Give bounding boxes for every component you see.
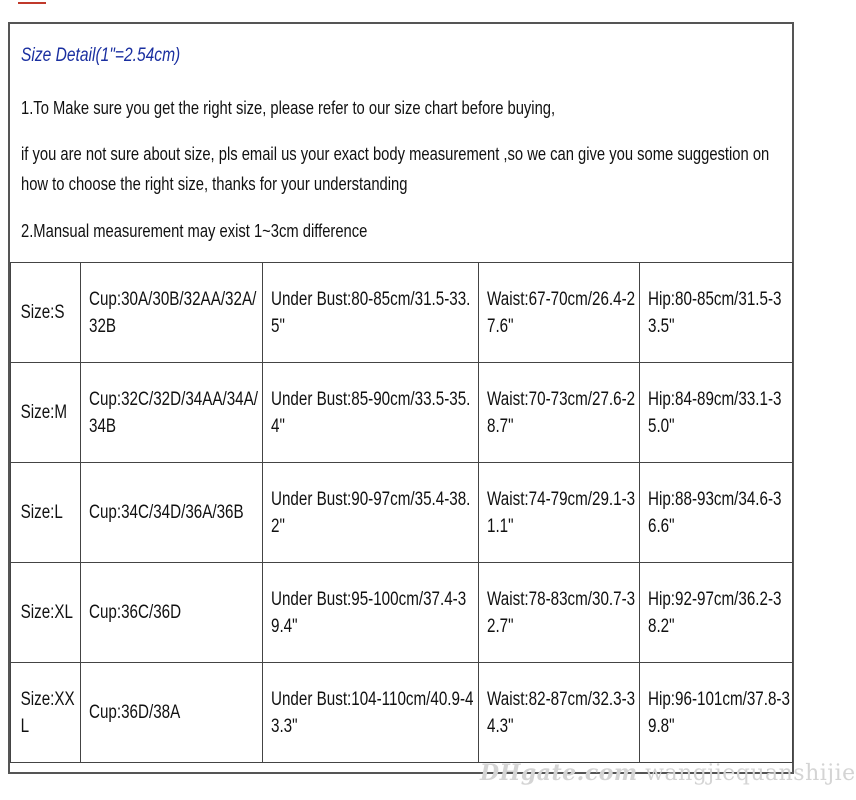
- table-row: [11, 263, 793, 363]
- waist-cell: [479, 563, 640, 663]
- size-cell: [11, 363, 81, 463]
- cup-value: Cup:30A/30B/32AA/32A/32B: [89, 288, 257, 337]
- size-chart-table: [10, 262, 793, 763]
- cup-cell: [81, 263, 263, 363]
- cup-cell: [81, 363, 263, 463]
- dhgate-logo-text: DHgate.com: [480, 760, 638, 786]
- cup-cell: [81, 663, 263, 763]
- size-cell: [11, 563, 81, 663]
- hip-cell: [640, 663, 793, 763]
- waist-cell: [479, 463, 640, 563]
- under-bust-value: Under Bust:95-100cm/37.4-39.4": [271, 588, 467, 637]
- hip-value: Hip:88-93cm/34.6-36.6": [648, 488, 782, 537]
- size-label: Size:XL: [20, 602, 73, 623]
- note-line-1: 1.To Make sure you get the right size, please refer to our size chart before buying,: [21, 98, 556, 118]
- cup-value: Cup:34C/34D/36A/36B: [89, 502, 244, 523]
- cup-value: Cup:36C/36D: [89, 602, 182, 623]
- waist-cell: [479, 263, 640, 363]
- cup-value: Cup:36D/38A: [89, 702, 181, 723]
- top-red-mark: [18, 0, 46, 4]
- hip-cell: [640, 563, 793, 663]
- size-label: Size:L: [20, 502, 63, 523]
- waist-value: Waist:67-70cm/26.4-27.6": [487, 288, 636, 337]
- under-bust-cell: [263, 363, 479, 463]
- hip-cell: [640, 463, 793, 563]
- waist-value: Waist:70-73cm/27.6-28.7": [487, 388, 636, 437]
- note-line-4: 2.Mansual measurement may exist 1~3cm difference: [21, 221, 368, 241]
- under-bust-cell: [263, 563, 479, 663]
- note-line-2: if you are not sure about size, pls email us your exact body measurement ,so we can give you some suggestion on: [21, 144, 770, 164]
- hip-value: Hip:80-85cm/31.5-33.5": [648, 288, 782, 337]
- under-bust-cell: [263, 663, 479, 763]
- table-row: [11, 463, 793, 563]
- cup-value: Cup:32C/32D/34AA/34A/34B: [89, 388, 258, 437]
- size-label: Size:S: [20, 302, 65, 323]
- waist-value: Waist:78-83cm/30.7-32.7": [487, 588, 636, 637]
- store-watermark: [480, 760, 856, 786]
- size-cell: [11, 663, 81, 763]
- hip-value: Hip:84-89cm/33.1-35.0": [648, 388, 782, 437]
- under-bust-value: Under Bust:80-85cm/31.5-33.5": [271, 288, 471, 337]
- table-row: [11, 363, 793, 463]
- waist-cell: [479, 663, 640, 763]
- cup-cell: [81, 563, 263, 663]
- waist-value: Waist:82-87cm/32.3-34.3": [487, 688, 636, 737]
- under-bust-cell: [263, 263, 479, 363]
- size-cell: [11, 463, 81, 563]
- under-bust-cell: [263, 463, 479, 563]
- store-name: wangjiequanshijie: [645, 761, 856, 786]
- size-label: Size:XXL: [20, 688, 75, 737]
- cup-cell: [81, 463, 263, 563]
- table-row: [11, 563, 793, 663]
- waist-value: Waist:74-79cm/29.1-31.1": [487, 488, 636, 537]
- hip-cell: [640, 263, 793, 363]
- waist-cell: [479, 363, 640, 463]
- hip-value: Hip:96-101cm/37.8-39.8": [648, 688, 790, 737]
- size-label: Size:M: [20, 402, 68, 423]
- under-bust-value: Under Bust:85-90cm/33.5-35.4": [271, 388, 471, 437]
- size-detail-panel: [8, 22, 794, 774]
- under-bust-value: Under Bust:104-110cm/40.9-43.3": [271, 688, 474, 737]
- under-bust-value: Under Bust:90-97cm/35.4-38.2": [271, 488, 471, 537]
- hip-value: Hip:92-97cm/36.2-38.2": [648, 588, 782, 637]
- size-detail-title: Size Detail(1"=2.54cm): [21, 45, 181, 66]
- table-row: [11, 663, 793, 763]
- hip-cell: [640, 363, 793, 463]
- size-cell: [11, 263, 81, 363]
- note-line-3: how to choose the right size, thanks for your understanding: [21, 174, 408, 194]
